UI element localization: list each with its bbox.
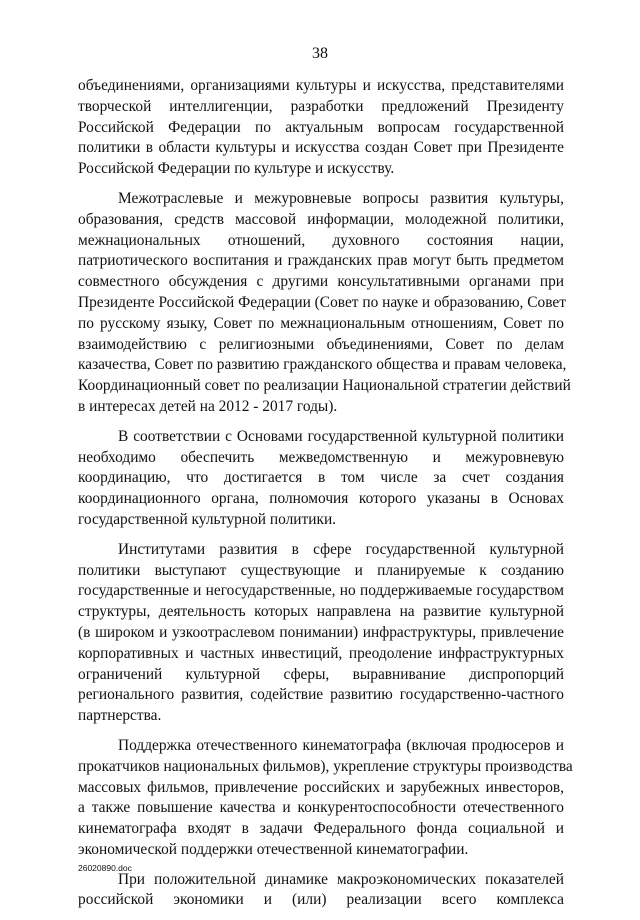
paragraph-line: по русскому языку, Совет по межнациональным отношениям, Совет по [78, 314, 564, 332]
paragraph-line: Межотраслевые и межуровневые вопросы развития культуры, [118, 189, 564, 207]
paragraph [78, 76, 564, 180]
paragraph-line: образования, средств массовой информации, молодежной политики, [78, 210, 564, 228]
paragraph [78, 870, 564, 912]
paragraph-line: координационного органа, полномочия которого указаны в Основах [78, 490, 564, 508]
paragraph-line: совместного обсуждения с другими консультативными органами при [78, 273, 564, 291]
paragraph-line: в интересах детей на 2012 - 2017 годы). [78, 397, 338, 415]
paragraph [78, 736, 573, 861]
paragraph-line: Поддержка отечественного кинематографа (включая продюсеров и [118, 736, 564, 754]
paragraph-line: Координационный совет по реализации Национальной стратегии действий [78, 377, 571, 395]
paragraph-line: Институтами развития в сфере государственной культурной [118, 540, 564, 558]
document-body [78, 76, 573, 920]
paragraph [78, 189, 571, 418]
paragraph-line: координацию, что достигается в том числе за счет создания [78, 469, 564, 487]
paragraph-line: взаимодействию с религиозными объединениями, Совет по делам [78, 335, 564, 353]
paragraph-line: В соответствии с Основами государственной культурной политики [118, 427, 564, 445]
paragraph-line: экономической поддержки отечественной кинематографии. [78, 840, 469, 858]
paragraph-line: казачества, Совет по развитию гражданского общества и правам человека, [78, 356, 567, 374]
paragraph [78, 427, 564, 531]
paragraph-line: межнациональных отношений, духовного состояния нации, [78, 231, 564, 249]
paragraph-line: регионального развития, содействие развитию государственно-частного [78, 686, 564, 704]
paragraph-line: объединениями, организациями культуры и искусства, представителями [78, 77, 564, 94]
paragraph-line: творческой интеллигенции, разработки предложений Президенту [78, 97, 564, 115]
paragraph [78, 540, 564, 727]
paragraph-line: прокатчиков национальных фильмов), укрепление структуры производства [78, 757, 573, 775]
paragraph-line: государственной культурной политики. [78, 510, 337, 528]
paragraph-line: российской экономики и (или) реализации всего комплекса [78, 891, 564, 909]
paragraph-line: политики выступают существующие и планируемые к созданию [78, 561, 564, 579]
paragraph-line: структуры, деятельность которых направлена на развитие культурной [78, 603, 564, 621]
paragraph-line: а также повышение качества и конкурентоспособности отечественного [78, 799, 564, 817]
paragraph-line: патриотического воспитания и гражданских прав могут быть предметом [78, 252, 564, 270]
paragraph-line: политики в области культуры и искусства создан Совет при Президенте [78, 139, 564, 157]
paragraph-line: Президенте Российской Федерации (Совет по науке и образованию, Совет [78, 293, 566, 311]
paragraph-line: корпоративных и частных инвестиций, преодоление инфраструктурных [78, 644, 564, 662]
paragraph-line: При положительной динамике макроэкономических показателей [118, 870, 564, 888]
paragraph-line: государственные и негосударственные, но поддерживаемые государством [78, 582, 564, 600]
paragraph-line: необходимо обеспечить межведомственную и межуровневую [78, 448, 564, 466]
page-number: 38 [312, 45, 328, 62]
paragraph-line: Российской Федерации по культуре и искусству. [78, 160, 395, 178]
paragraph-line: массовых фильмов, привлечение российских и зарубежных инвесторов, [78, 778, 564, 796]
paragraph-line: партнерства. [78, 707, 162, 725]
paragraph-line: Российской Федерации по актуальным вопросам государственной [78, 118, 564, 136]
paragraph-line: (в широком и узкоотраслевом понимании) инфраструктуры, привлечение [78, 623, 564, 641]
paragraph-line: кинематографа входят в задачи Федерального фонда социальной и [78, 820, 564, 838]
footer-filename: 26020890.doc [78, 863, 132, 873]
paragraph-line: ограничений культурной сферы, выравнивание диспропорций [78, 665, 564, 683]
